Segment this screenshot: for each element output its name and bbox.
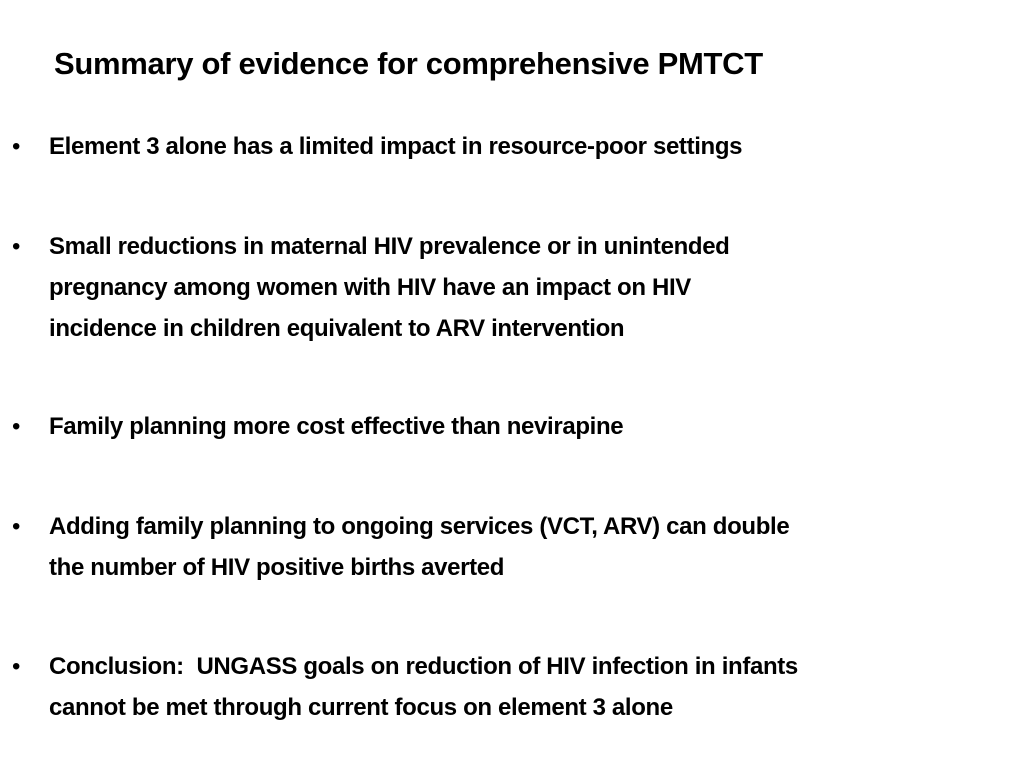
bullet-item: [0, 506, 819, 588]
bullet-line: pregnancy among women with HIV have an impact on HIV: [49, 274, 691, 301]
bullet-dot-icon: •: [12, 653, 21, 680]
bullet-line: incidence in children equivalent to ARV intervention: [49, 315, 625, 342]
bullet-line: Element 3 alone has a limited impact in resource-poor settings: [49, 133, 743, 160]
bullet-line: Conclusion: UNGASS goals on reduction of HIV infection in infants: [49, 653, 798, 680]
bullet-line: Small reductions in maternal HIV prevalence or in unintended: [49, 233, 730, 260]
bullet-item: [0, 406, 653, 447]
slide-title: Summary of evidence for comprehensive PMTCT: [54, 46, 763, 81]
bullet-line: the number of HIV positive births averted: [49, 554, 505, 581]
bullet-item: [0, 646, 828, 728]
bullet-line: Adding family planning to ongoing services (VCT, ARV) can double: [49, 513, 790, 540]
bullet-dot-icon: •: [12, 233, 21, 260]
bullet-line: Family planning more cost effective than nevirapine: [49, 413, 624, 440]
bullet-item: [0, 126, 772, 167]
bullet-line: cannot be met through current focus on element 3 alone: [49, 694, 673, 721]
bullet-dot-icon: •: [12, 413, 21, 440]
bullet-item: [0, 226, 760, 349]
bullet-dot-icon: •: [12, 513, 21, 540]
bullet-dot-icon: •: [12, 133, 21, 160]
